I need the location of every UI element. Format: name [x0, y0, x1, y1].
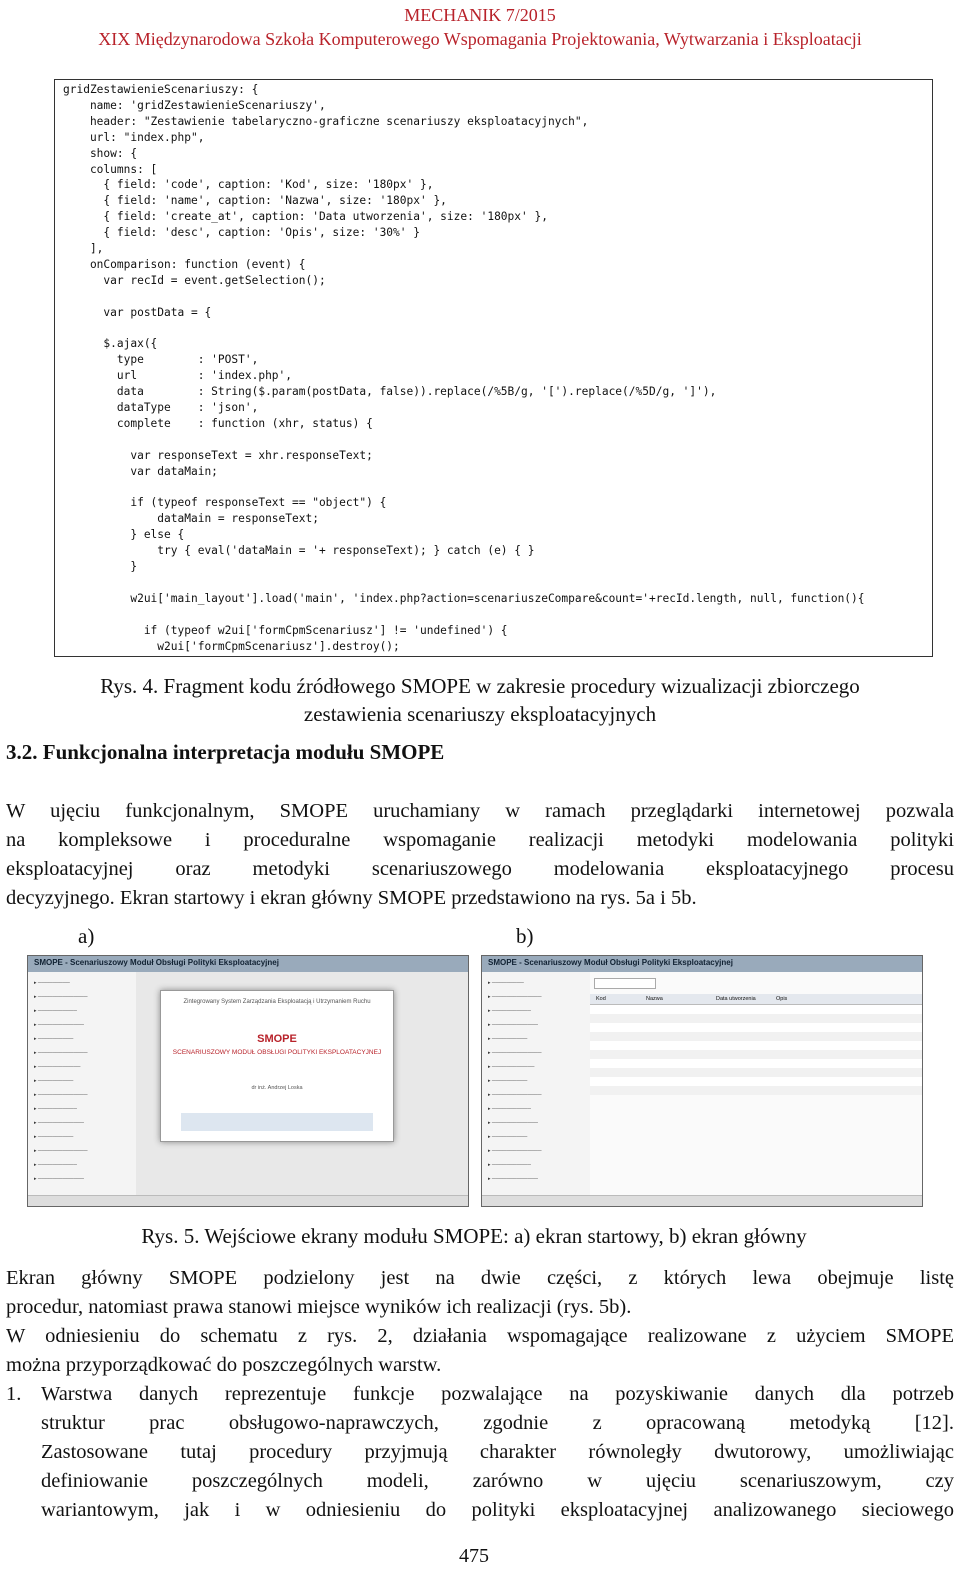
sidebar-item: ▸ ───────────	[34, 1106, 77, 1112]
grid-header-desc[interactable]: Opis	[776, 996, 788, 1002]
code-line: if (typeof w2ui['formCpmScenariusz'] != 'undefined') {	[63, 623, 508, 637]
sidebar-item: ▸ ──────────	[34, 1134, 74, 1140]
code-line: gridZestawienieScenariuszy: {	[63, 83, 259, 96]
code-line: $.ajax({	[63, 337, 158, 351]
window-titlebar	[28, 956, 468, 973]
sidebar-item: ▸ ───────────	[488, 1008, 531, 1014]
sidebar-item: ▸ ──────────────	[488, 1092, 542, 1098]
sidebar-item: ▸ ──────────	[488, 1036, 528, 1042]
sidebar-item: ▸ ───────────	[488, 1106, 531, 1112]
conference-header: XIX Międzynarodowa Szkoła Komputerowego Wspomagania Projektowania, Wytwarzania i Eksploatacji	[98, 29, 862, 49]
sidebar-item: ▸ ──────────────	[34, 1092, 88, 1098]
code-line: { field: 'create_at', caption: 'Data utworzenia', size: '180px' },	[63, 210, 548, 224]
procedure-sidebar	[28, 972, 137, 1206]
splash-dialog	[160, 990, 394, 1142]
code-line: var postData = {	[63, 305, 212, 319]
section-title: 3.2. Funkcjonalna interpretacja modułu SMOPE	[6, 740, 445, 764]
text-line: definiowanie poszczególnych modeli, zarówno w ujęciu scenariuszowym, czy	[41, 1470, 954, 1492]
status-bar	[28, 1195, 468, 1206]
paragraph-layers	[6, 1322, 954, 1380]
code-line: onComparison: function (event) {	[63, 257, 306, 271]
sidebar-item: ▸ ─────────────	[488, 1176, 538, 1182]
paragraph-main-screen	[6, 1264, 954, 1322]
window-title: SMOPE - Scenariuszowy Moduł Obsługi Polityki Eksploatacyjnej	[34, 958, 279, 967]
text-line: eksploatacyjnej oraz metodyki scenariuszowego modelowania eksploatacyjnego procesu	[6, 858, 954, 880]
text-line: Ekran główny SMOPE podzielony jest na dwie części, z których lewa obejmuje listę	[6, 1267, 954, 1289]
code-line: if (typeof responseText == "object") {	[63, 496, 387, 510]
code-line: name: 'gridZestawienieScenariuszy',	[63, 98, 326, 112]
sidebar-item: ▸ ─────────────	[488, 1120, 538, 1126]
grid-header	[590, 994, 922, 1005]
code-line: show: {	[63, 146, 138, 160]
code-line: }	[63, 560, 138, 573]
splash-subtitle: Zintegrowany System Zarządzania Eksploatacją i Utrzymaniem Ruchu	[183, 999, 371, 1005]
code-line: { field: 'code', caption: 'Kod', size: '180px' },	[63, 178, 434, 192]
sidebar-item: ▸ ─────────────	[488, 1022, 538, 1028]
splash-module-name: SCENARIUSZOWY MODUŁ OBSŁUGI POLITYKI EKSPLOATACYJNEJ	[172, 1049, 382, 1056]
text-line: W odniesieniu do schematu z rys. 2, działania wspomagające realizowane z użyciem SMOPE	[6, 1325, 954, 1347]
splash-title: SMOPE	[257, 1033, 297, 1045]
text-line: struktur prac obsługowo-naprawczych, zgodnie z opracowaną metodyką [12].	[41, 1412, 954, 1434]
sidebar-item: ▸ ────────────	[34, 1064, 81, 1070]
grid-header-date[interactable]: Data utworzenia	[716, 996, 756, 1002]
sidebar-item: ▸ ──────────	[34, 1078, 74, 1084]
figure-5a-label: a)	[78, 924, 95, 948]
code-line: dataMain = responseText;	[63, 512, 319, 526]
window-titlebar	[482, 956, 922, 973]
sidebar-item: ▸ ──────────────	[34, 1148, 88, 1154]
text-line: procedur, natomiast prawa stanowi miejsce wyników ich realizacji (rys. 5b).	[6, 1296, 632, 1318]
code-listing	[54, 79, 933, 657]
screenshot-main-screen	[481, 955, 923, 1207]
sidebar-item: ▸ ──────────	[488, 1078, 528, 1084]
code-line: try { eval('dataMain = '+ responseText); } catch (e) { }	[63, 544, 535, 558]
sidebar-item: ▸ ───────────	[34, 1162, 77, 1168]
sidebar-item: ▸ ─────────	[34, 980, 70, 986]
code-line: columns: [	[63, 162, 158, 176]
code-line: data : String($.param(postData, false)).replace(/%5B/g, '[').replace(/%5D/g, ']'),	[63, 385, 717, 399]
list-text	[41, 1380, 954, 1525]
sidebar-item: ▸ ──────────────	[488, 1148, 542, 1154]
sidebar-item: ▸ ──────────────	[488, 1050, 542, 1056]
code-line: var responseText = xhr.responseText;	[63, 448, 373, 462]
text-line: Warstwa danych reprezentuje funkcje pozwalające na pozyskiwanie danych dla potrzeb	[41, 1383, 954, 1405]
figure-4-caption-cont: zestawienia scenariuszy eksploatacyjnych	[303, 702, 657, 726]
sidebar-item: ▸ ───────────	[34, 1008, 77, 1014]
code-line: w2ui['formCpmScenariusz'].destroy();	[63, 639, 400, 653]
figure-4-caption: Rys. 4. Fragment kodu źródłowego SMOPE w zakresie procedury wizualizacji zbiorczego	[100, 674, 860, 698]
main-panel	[136, 972, 468, 1206]
code-line: url: "index.php",	[63, 130, 205, 144]
sidebar-item: ▸ ────────────	[488, 1064, 535, 1070]
text-line: na kompleksowe i proceduralne wspomaganie realizacji metodyki modelowania polityki	[6, 829, 954, 851]
main-panel	[590, 972, 922, 1206]
text-line: wariantowym, jak i w odniesieniu do polityki eksploatacyjnej analizowanego sieciowego	[41, 1499, 954, 1521]
code-line: dataType : 'json',	[63, 401, 259, 414]
figure-5-caption: Rys. 5. Wejściowe ekrany modułu SMOPE: a) ekran startowy, b) ekran główny	[141, 1224, 807, 1248]
sidebar-item: ▸ ─────────────	[34, 1120, 84, 1126]
window-title: SMOPE - Scenariuszowy Moduł Obsługi Polityki Eksploatacyjnej	[488, 958, 733, 967]
code-line: var dataMain;	[63, 464, 218, 478]
grid-header-name[interactable]: Nazwa	[646, 996, 663, 1002]
code-line: } else {	[63, 528, 185, 542]
sidebar-item: ▸ ───────────	[488, 1162, 531, 1168]
code-line: complete : function (xhr, status) {	[63, 416, 373, 430]
text-line: można przyporządkować do poszczególnych warstw.	[6, 1354, 442, 1376]
code-line: var recId = event.getSelection();	[63, 273, 326, 287]
text-line: W ujęciu funkcjonalnym, SMOPE uruchamiany w ramach przeglądarki internetowej pozwala	[6, 800, 954, 822]
splash-author: dr inż. Andrzej Loska	[251, 1085, 303, 1091]
sidebar-item: ▸ ─────────	[488, 980, 524, 986]
grid-header-code[interactable]: Kod	[596, 996, 606, 1002]
list-number: 1.	[6, 1383, 22, 1405]
code-line: { field: 'name', caption: 'Nazwa', size: '180px' },	[63, 194, 447, 208]
sidebar-item: ▸ ──────────────	[488, 994, 542, 1000]
screenshot-start-screen	[27, 955, 469, 1207]
sidebar-item: ▸ ──────────────	[34, 1050, 88, 1056]
scenario-grid-rows[interactable]	[590, 1005, 922, 1095]
code-line: ],	[63, 242, 104, 255]
page-number: 475	[459, 1545, 489, 1567]
sidebar-item: ▸ ─────────────	[34, 1176, 84, 1182]
sidebar-item: ▸ ──────────────	[34, 994, 88, 1000]
sidebar-item: ▸ ──────────	[488, 1134, 528, 1140]
sidebar-item: ▸ ──────────	[34, 1036, 74, 1042]
splash-info-box	[181, 1113, 373, 1131]
code-line: w2ui['main_layout'].load('main', 'index.php?action=scenariuszeCompare&count='+recId.length, null, function(){	[63, 591, 865, 605]
code-line: url : 'index.php',	[63, 369, 293, 383]
sidebar-item: ▸ ─────────────	[34, 1022, 84, 1028]
figure-5b-label: b)	[516, 924, 534, 948]
code-line: { field: 'desc', caption: 'Opis', size: '30%' }	[63, 226, 420, 240]
text-line: Zastosowane tutaj procedury przyjmują charakter równoległy dwutorowy, umożliwiając	[41, 1441, 954, 1463]
procedure-sidebar	[482, 972, 591, 1206]
paragraph-intro	[6, 797, 954, 913]
status-bar	[482, 1195, 922, 1206]
search-input[interactable]	[594, 978, 656, 989]
journal-header: MECHANIK 7/2015	[404, 5, 556, 25]
text-line: decyzyjnego. Ekran startowy i ekran główny SMOPE przedstawiono na rys. 5a i 5b.	[6, 887, 697, 909]
code-line: header: "Zestawienie tabelaryczno-graficzne scenariuszy eksploatacyjnych",	[63, 114, 589, 128]
code-line: type : 'POST',	[63, 353, 259, 367]
